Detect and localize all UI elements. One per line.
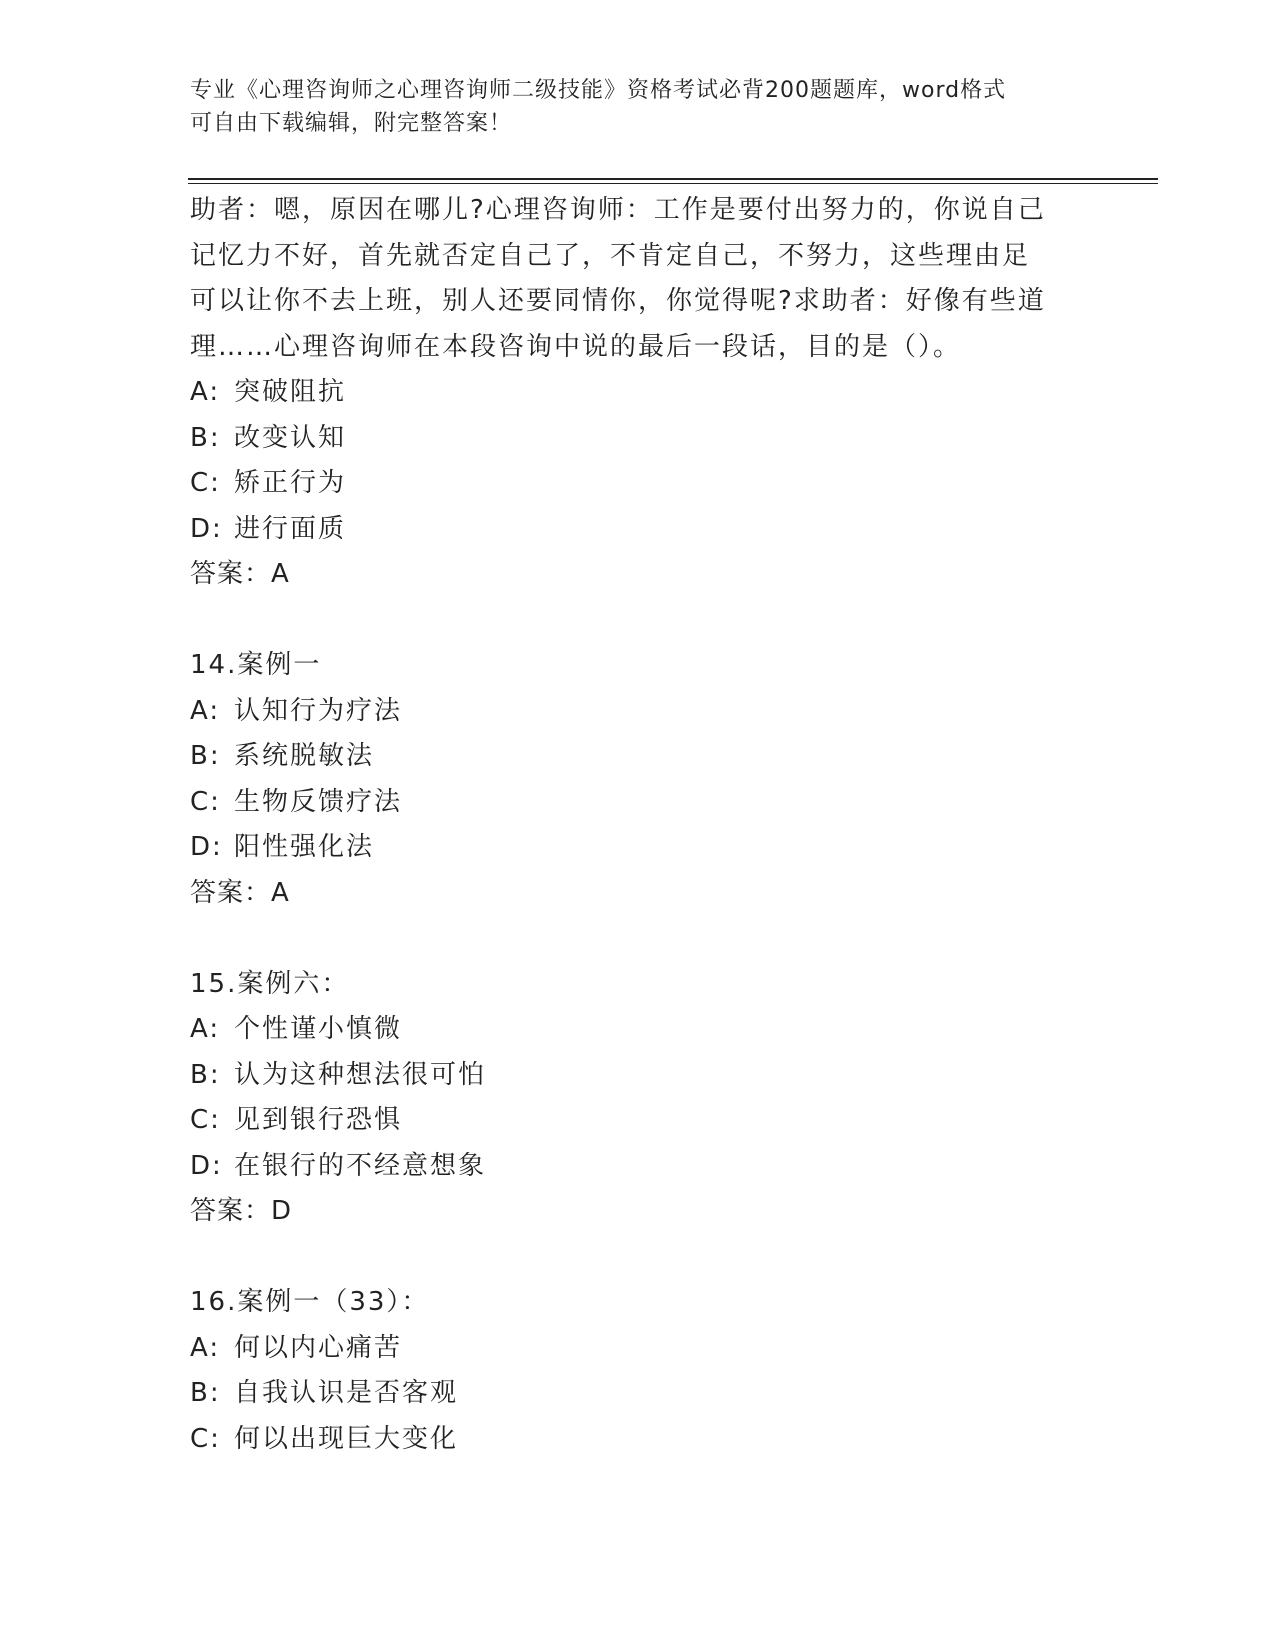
option-b xyxy=(190,734,1090,780)
option-text: 生物反馈疗法 xyxy=(234,786,403,817)
option-a xyxy=(190,689,1090,735)
answer-line: 答案：A xyxy=(190,877,290,908)
option-b xyxy=(190,416,1090,462)
option-text: 在银行的不经意想象 xyxy=(234,1150,487,1181)
option-a xyxy=(190,370,1090,416)
option-text: 何以内心痛苦 xyxy=(234,1332,403,1363)
option-text: 何以出现巨大变化 xyxy=(234,1423,459,1454)
option-c xyxy=(190,461,1090,507)
option-letter: D: xyxy=(190,832,223,862)
spacer xyxy=(190,598,1090,644)
option-text: 突破阻抗 xyxy=(234,377,347,407)
option-text: 认知行为疗法 xyxy=(234,695,403,726)
option-d xyxy=(190,507,1090,553)
spacer xyxy=(190,1235,1090,1281)
option-c xyxy=(190,1098,1090,1144)
option-text: 矫正行为 xyxy=(234,468,347,498)
question-stem-line: 理……心理咨询师在本段咨询中说的最后一段话，目的是（）。 xyxy=(190,331,962,362)
option-letter: B: xyxy=(190,422,221,453)
question-16 xyxy=(190,1280,1090,1462)
option-text: 认为这种想法很可怕 xyxy=(234,1059,487,1090)
answer-line: 答案：D xyxy=(190,1196,293,1226)
question-15 xyxy=(190,962,1090,1235)
question-title: 16.案例一（33）： xyxy=(190,1287,430,1317)
question-title: 15.案例六： xyxy=(190,968,350,999)
question-14 xyxy=(190,643,1090,916)
option-letter: A: xyxy=(190,1332,221,1363)
option-text: 个性谨小慎微 xyxy=(234,1014,403,1044)
option-text: 改变认知 xyxy=(234,422,347,453)
header-line-1: 专业《心理咨询师之心理咨询师二级技能》资格考试必背200题题库，word格式 xyxy=(190,78,1007,103)
option-letter: A: xyxy=(190,695,221,726)
header-divider-thick xyxy=(188,178,1158,180)
option-b xyxy=(190,1053,1090,1099)
option-d xyxy=(190,825,1090,871)
option-letter: C: xyxy=(190,468,221,498)
option-letter: C: xyxy=(190,1105,221,1135)
option-a xyxy=(190,1007,1090,1053)
option-letter: A: xyxy=(190,1014,221,1044)
option-letter: D: xyxy=(190,513,223,544)
option-d xyxy=(190,1144,1090,1190)
option-b xyxy=(190,1371,1090,1417)
option-letter: B: xyxy=(190,741,221,771)
question-stem-line: 记忆力不好，首先就否定自己了，不肯定自己，不努力，这些理由足 xyxy=(190,240,1031,271)
option-text: 自我认识是否客观 xyxy=(234,1378,459,1408)
question-stem-line: 可以让你不去上班，别人还要同情你，你觉得呢?求助者：好像有些道 xyxy=(190,286,1046,316)
question-13 xyxy=(190,188,1090,598)
option-letter: C: xyxy=(190,786,221,817)
option-c xyxy=(190,780,1090,826)
option-text: 进行面质 xyxy=(234,513,347,544)
question-list xyxy=(190,188,1090,1462)
header-divider-thin xyxy=(188,183,1158,184)
header-line-2: 可自由下载编辑，附完整答案！ xyxy=(190,111,513,136)
option-a xyxy=(190,1326,1090,1372)
option-letter: D: xyxy=(190,1150,223,1181)
answer-line: 答案：A xyxy=(190,559,290,589)
question-stem-line: 助者：嗯，原因在哪儿?心理咨询师：工作是要付出努力的，你说自己 xyxy=(190,195,1046,225)
option-text: 阳性强化法 xyxy=(234,832,375,862)
option-letter: B: xyxy=(190,1059,221,1090)
option-c xyxy=(190,1417,1090,1463)
option-letter: C: xyxy=(190,1423,221,1454)
option-text: 见到银行恐惧 xyxy=(234,1105,403,1135)
question-title: 14.案例一 xyxy=(190,650,322,680)
option-text: 系统脱敏法 xyxy=(234,741,375,771)
document-header xyxy=(190,74,1080,140)
spacer xyxy=(190,916,1090,962)
option-letter: A: xyxy=(190,377,221,407)
option-letter: B: xyxy=(190,1378,221,1408)
